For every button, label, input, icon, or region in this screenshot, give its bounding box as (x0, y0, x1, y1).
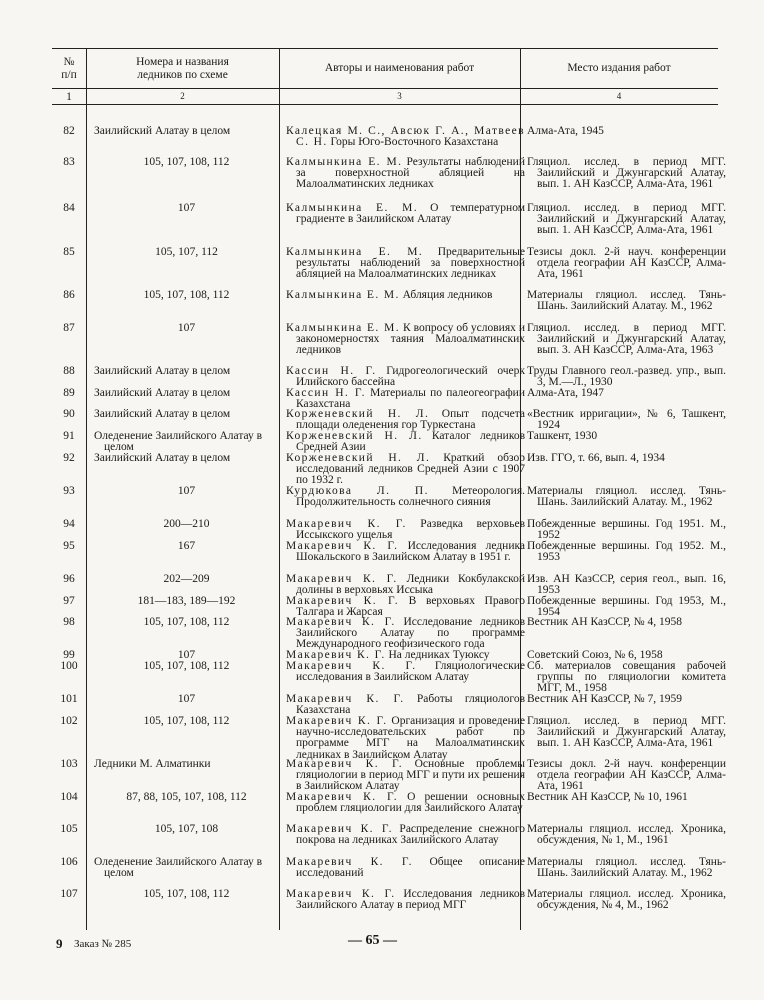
row-author: Макаревич К. Г. (286, 649, 386, 661)
row-work (286, 792, 525, 814)
row-glacier: 105, 107, 108, 112 (143, 289, 230, 301)
header-col-authors: Авторы и наименования работ (324, 62, 475, 74)
row-place: Сб. материалов совещания рабочей группы по гляциологии комитета МГГ, М., 1958 (527, 660, 726, 695)
row-title: Разведка верховьев Иссыкского ущелья (296, 518, 525, 542)
row-author: Калмынкина Е. М. (286, 289, 400, 301)
row-title: Краткий обзор исследований ледников Средней Азии с 1907 по 1932 г. (296, 452, 525, 487)
row-work (286, 541, 525, 563)
row-glacier: 105, 107, 108 (154, 823, 219, 835)
header-col-glaciers-line2: ледников по схеме (137, 69, 228, 81)
row-author: Макаревич К. Г. (286, 758, 404, 770)
row-glacier: 105, 107, 108, 112 (143, 660, 230, 672)
table-top-rule (52, 48, 718, 49)
row-author: Калмынкина Е. М. (286, 202, 419, 214)
row-work (286, 247, 525, 281)
row-glacier: Заилийский Алатау в целом (94, 452, 231, 464)
row-place: Побежденные вершины. Год 1953, М., 1954 (527, 595, 726, 619)
row-title: Организация и проведение научно-исследовательских работ по программе МГГ на Малоалматинских ледниках в Заилийском Алатау (296, 715, 526, 761)
header-col-glaciers-line1: Номера и названия (136, 56, 229, 68)
row-place: Вестник АН КазССР, № 4, 1958 (527, 616, 683, 628)
row-place: Труды Главного геол.-развед. упр., вып. 3, М.—Л., 1930 (527, 365, 726, 389)
row-place: Алма-Ата, 1947 (527, 387, 604, 399)
row-title: Исследования ледников Заилийского Алатау в период МГГ (296, 888, 526, 912)
row-number: 84 (63, 202, 75, 214)
row-author: Макаревич К. Г. (286, 518, 407, 530)
row-author: Макаревич К. Г. (286, 595, 400, 607)
row-number: 94 (63, 518, 75, 530)
row-number: 99 (63, 649, 75, 661)
row-place: Побежденные вершины. Год 1951. М., 1952 (527, 518, 726, 542)
row-place: Материалы гляциол. исслед. Тянь-Шань. Заилийский Алатау. М., 1962 (527, 289, 726, 313)
row-glacier: Заилийский Алатау в целом (94, 365, 231, 377)
row-number: 88 (63, 365, 75, 377)
row-title: Гидрогеологический очерк Илийского бассейна (296, 365, 525, 389)
row-author: Корженевский Н. Л. (286, 408, 430, 420)
row-number: 103 (60, 758, 78, 770)
row-title: Ледники Кокбулакской долины в верховьях Иссыка (296, 573, 526, 597)
row-author: Калмынкина Е. М. (286, 246, 424, 258)
row-author: Макаревич К. Г. (286, 715, 388, 727)
row-work (286, 453, 525, 487)
order-number: Заказ № 285 (74, 938, 132, 950)
row-number: 89 (63, 387, 75, 399)
colnum-rule (52, 104, 718, 105)
row-glacier: Ледники М. Алматинки (94, 758, 211, 770)
row-place: Вестник АН КазССР, № 10, 1961 (527, 791, 688, 803)
row-work (286, 824, 525, 846)
row-work (286, 486, 525, 508)
row-work (286, 889, 525, 911)
row-glacier: 107 (177, 322, 196, 334)
row-author: Макаревич К. Г. (286, 856, 413, 868)
header-col-number (52, 56, 86, 82)
row-number: 93 (63, 485, 75, 497)
row-title: Распределение снежного покрова на ледниках Заилийского Алатау (296, 823, 526, 847)
row-author: Макаревич К. Г. (286, 888, 396, 900)
row-title: В верховьях Правого Талгара и Жарсая (296, 595, 525, 619)
row-glacier: Заилийский Алатау в целом (94, 125, 231, 137)
colnum-1: 1 (66, 91, 72, 103)
row-number: 87 (63, 322, 75, 334)
row-author: Макаревич К. Г. (286, 540, 399, 552)
row-number: 101 (60, 693, 78, 705)
colnum-2: 2 (180, 91, 185, 101)
row-title: Результаты наблюдений за поверхностной абляцией на Малоалматинских ледниках (296, 156, 525, 191)
row-title: Горы Юго-Восточного Казахстана (330, 136, 499, 149)
row-glacier: Оледенение Заилийского Алатау в целом (94, 856, 263, 880)
row-author: Макаревич К. Г. (286, 616, 396, 628)
row-glacier: 105, 107, 108, 112 (143, 616, 230, 628)
row-work (286, 519, 525, 541)
row-work (286, 694, 525, 716)
row-title: На ледниках Туюксу (388, 649, 490, 661)
row-place: Материалы гляциол. исслед. Тянь-Шань. Заилийский Алатау. М., 1962 (527, 485, 726, 509)
row-glacier: Заилийский Алатау в целом (94, 408, 231, 420)
row-work (286, 716, 525, 761)
row-title: Каталог ледников Средней Азии (296, 430, 526, 454)
row-author: Макаревич К. Г. (286, 573, 398, 585)
row-number: 98 (63, 616, 75, 628)
row-place: Алма-Ата, 1945 (527, 125, 604, 137)
header-rule (52, 88, 718, 89)
row-place: Гляциол. исслед. в период МГГ. Заилийский и Джунгарский Алатау, вып. 1. АН КазССР, Алма-Ата, 1961 (527, 715, 726, 750)
row-author: Корженевский Н. Л. (286, 452, 431, 464)
header-col-number-line2: п/п (61, 69, 77, 81)
row-number: 106 (60, 856, 78, 868)
row-glacier: 105, 107, 108, 112 (143, 715, 230, 727)
row-place: Вестник АН КазССР, № 7, 1959 (527, 693, 683, 705)
row-place: Материалы гляциол. исслед. Тянь-Шань. Заилийский Алатау. М., 1962 (527, 856, 726, 880)
row-title: Исследование ледников Заилийского Алатау по программе Международного геофизического года (296, 616, 526, 651)
row-glacier: 202—209 (163, 573, 210, 585)
row-place: Изв. АН КазССР, серия геол., вып. 16, 1953 (527, 573, 726, 597)
row-place: Изв. ГГО, т. 66, вып. 4, 1934 (527, 452, 665, 464)
row-work (286, 157, 525, 191)
row-number: 82 (63, 125, 75, 137)
row-author: Макаревич К. Г. (286, 660, 417, 672)
row-place: Советский Союз, № 6, 1958 (527, 649, 663, 661)
header-col-glaciers (86, 56, 279, 82)
row-place: Тезисы докл. 2-й науч. конференции отдела географии АН КазССР, Алма-Ата, 1961 (527, 758, 726, 793)
row-number: 100 (60, 660, 78, 672)
row-work (286, 290, 525, 301)
row-place: Материалы гляциол. исслед. Хроника, обсуждения, № 4, М., 1962 (527, 888, 726, 912)
row-place: Гляциол. исслед. в период МГГ. Заилийский и Джунгарский Алатау, вып. 1. АН КазССР, Алма-Ата, 1961 (527, 156, 726, 191)
row-number: 85 (63, 246, 75, 258)
row-place: Материалы гляциол. исслед. Хроника, обсуждения, № 1, М., 1961 (527, 823, 726, 847)
row-number: 97 (63, 595, 75, 607)
row-number: 102 (60, 715, 78, 727)
row-title: О решении основных проблем гляциологии для Заилийского Алатау (296, 791, 525, 815)
row-number: 92 (63, 452, 75, 464)
row-author: Кассин Н. Г. (286, 365, 377, 377)
row-author: Калмынкина Е. М. (286, 322, 400, 334)
row-work (286, 574, 525, 596)
row-title: Работы гляциологов Казахстана (296, 693, 526, 717)
row-author: Кассин Н. Г. (286, 387, 366, 399)
row-work (286, 431, 525, 453)
colnum-4: 4 (616, 91, 622, 101)
row-number: 104 (60, 791, 78, 803)
row-glacier: 167 (177, 540, 196, 552)
row-work (286, 126, 525, 148)
row-work (286, 203, 525, 225)
row-number: 95 (63, 540, 75, 552)
row-glacier: Оледенение Заилийского Алатау в целом (94, 430, 263, 454)
row-title: Гляциологические исследования в Заилийском Алатау (296, 660, 526, 684)
row-title: Исследования ледника Шокальского в Заилийском Алатау в 1951 г. (296, 540, 525, 564)
row-work (286, 409, 525, 431)
page-number: — 65 — (348, 933, 397, 948)
row-title: Основные проблемы гляциологии в период МГГ и пути их решения в Заилийском Алатау (296, 758, 526, 793)
row-glacier: 107 (177, 649, 196, 661)
row-author: Макаревич К. Г. (286, 823, 393, 835)
row-title: К вопросу об условиях и закономерностях таяния Малоалматинских ледников (296, 322, 526, 357)
header-col-number-line1: № (63, 56, 75, 68)
row-glacier: Заилийский Алатау в целом (94, 387, 231, 399)
colnum-3: 3 (397, 91, 402, 101)
row-place: «Вестник ирригации», № 6, Ташкент, 1924 (527, 408, 726, 432)
row-work (286, 323, 525, 357)
row-author: Курдюкова Л. П. (286, 485, 429, 497)
row-work (286, 857, 525, 879)
row-glacier: 105, 107, 108, 112 (143, 888, 230, 900)
row-work (286, 617, 525, 651)
row-title: Общее описание исследований (296, 856, 526, 880)
row-title: Опыт подсчета площади оледенения гор Туркестана (296, 408, 526, 432)
row-glacier: 107 (177, 485, 196, 497)
row-number: 96 (63, 573, 75, 585)
row-author: Калмынкина Е. М. (286, 156, 403, 168)
row-place: Гляциол. исслед. в период МГГ. Заилийский и Джунгарский Алатау, вып. 3. АН КазССР, Алма-Ата, 1963 (527, 322, 726, 357)
row-work (286, 661, 525, 683)
row-glacier: 200—210 (163, 518, 210, 530)
row-author: Макаревич К. Г. (286, 693, 405, 705)
row-author: Калецкая М. С., Авсюк Г. А., Матвеев С. Н. (286, 125, 525, 149)
row-glacier: 105, 107, 112 (155, 246, 218, 258)
header-col-place: Место издания работ (567, 62, 671, 74)
row-place: Тезисы докл. 2-й науч. конференции отдела географии АН КазССР, Алма-Ата, 1961 (527, 246, 726, 281)
row-place: Побежденные вершины. Год 1952. М., 1953 (527, 540, 726, 564)
col-divider-2 (279, 48, 280, 930)
row-number: 86 (63, 289, 75, 301)
row-glacier: 87, 88, 105, 107, 108, 112 (126, 791, 247, 803)
row-title: О температурном градиенте в Заилийском Алатау (296, 202, 525, 226)
row-title: Метеорология. Продолжительность солнечного сияния (296, 485, 525, 509)
signature-number: 9 (56, 936, 63, 951)
row-place: Ташкент, 1930 (527, 430, 598, 442)
row-number: 83 (63, 156, 75, 168)
row-glacier: 107 (177, 202, 196, 214)
row-title: Абляция ледников (402, 289, 493, 301)
row-author: Макаревич К. Г. (286, 791, 399, 803)
row-title: Материалы по палеогеографии Казахстана (296, 387, 525, 411)
row-title: Предварительные результаты наблюдений за поверхностной абляцией на Малоалматинских ледниках (296, 246, 525, 281)
row-number: 105 (60, 823, 78, 835)
row-number: 90 (63, 408, 75, 420)
row-place: Гляциол. исслед. в период МГГ. Заилийский и Джунгарский Алатау, вып. 1. АН КазССР, Алма-Ата, 1961 (527, 202, 726, 237)
row-work (286, 366, 525, 388)
row-number: 91 (63, 430, 75, 442)
row-work (286, 759, 525, 793)
col-divider-1 (86, 48, 87, 930)
row-author: Корженевский Н. Л. (286, 430, 423, 442)
row-number: 107 (60, 888, 78, 900)
row-glacier: 181—183, 189—192 (137, 595, 236, 607)
row-glacier: 105, 107, 108, 112 (143, 156, 230, 168)
row-glacier: 107 (177, 693, 196, 705)
